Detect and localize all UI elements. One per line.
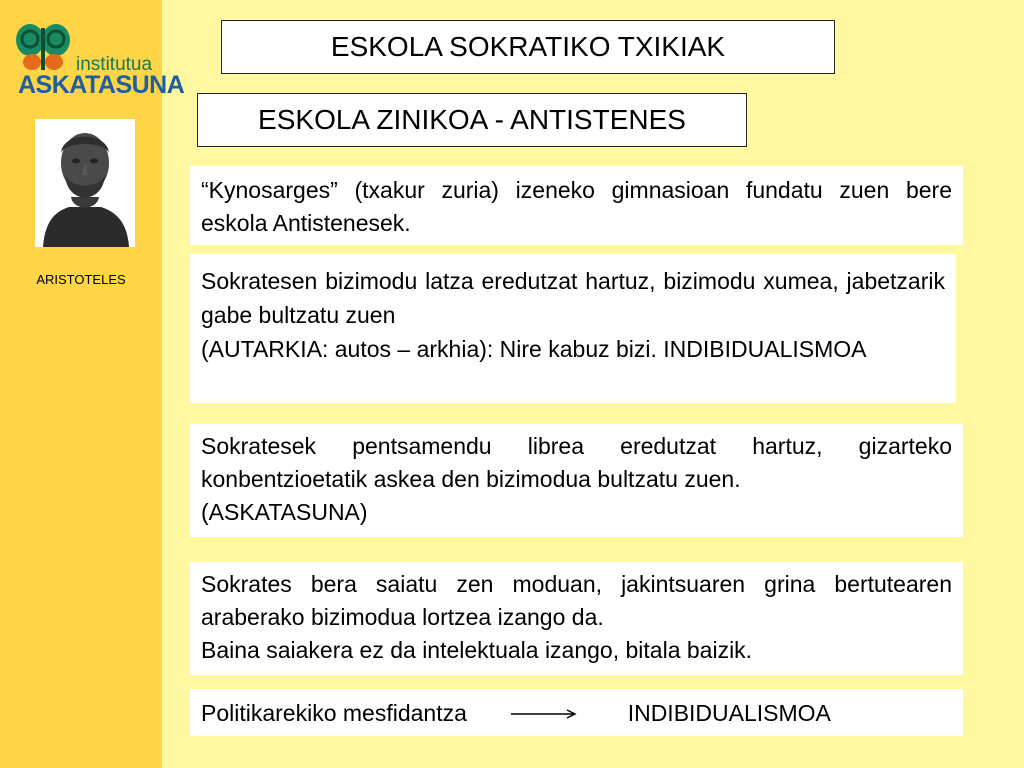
portrait-caption: ARISTOTELES bbox=[36, 272, 126, 287]
text-line: Sokratesen bizimodu latza eredutzat hartuz, bizimodu xumea, jabetzarik gabe bultzatu zuen bbox=[201, 268, 945, 328]
aristotle-bust-image bbox=[35, 119, 135, 247]
text-line: (ASKATASUNA) bbox=[201, 499, 368, 525]
text-line: Sokratesek pentsamendu librea eredutzat hartuz, gizarteko konbentzioetatik askea den bizimodua bultzatu zuen. bbox=[201, 433, 952, 492]
text-line: Baina saiakera ez da intelektuala izango, bitala baizik. bbox=[201, 637, 753, 663]
sidebar bbox=[0, 0, 185, 768]
page-title: ESKOLA SOKRATIKO TXIKIAK bbox=[221, 20, 835, 74]
text-block-politika bbox=[190, 689, 963, 736]
text-block-askatasuna bbox=[190, 424, 963, 537]
text-block-autarkia bbox=[190, 254, 956, 403]
logo bbox=[14, 22, 185, 99]
arrow-right-icon bbox=[511, 708, 577, 720]
text-line: (AUTARKIA: autos – arkhia): Nire kabuz bizi. INDIBIDUALISMOA bbox=[201, 336, 867, 362]
individualismoa-text: INDIBIDUALISMOA bbox=[627, 700, 831, 727]
butterfly-logo-icon bbox=[14, 22, 78, 74]
text-block-jakintsua bbox=[190, 562, 963, 675]
logo-subtitle: institutua bbox=[76, 54, 153, 75]
logo-name: ASKATASUNA bbox=[18, 71, 185, 99]
page-subtitle: ESKOLA ZINIKOA - ANTISTENES bbox=[197, 93, 747, 147]
text-line: “Kynosarges” (txakur zuria) izeneko gimnasioan fundatu zuen bere eskola Antistenesek. bbox=[201, 177, 952, 236]
text-line: Sokrates bera saiatu zen moduan, jakintsuaren grina bertutearen araberako bizimodua lortzea izango da. bbox=[201, 571, 952, 630]
politika-text: Politikarekiko mesfidantza bbox=[201, 700, 467, 727]
text-block-kynosarges bbox=[190, 166, 963, 245]
